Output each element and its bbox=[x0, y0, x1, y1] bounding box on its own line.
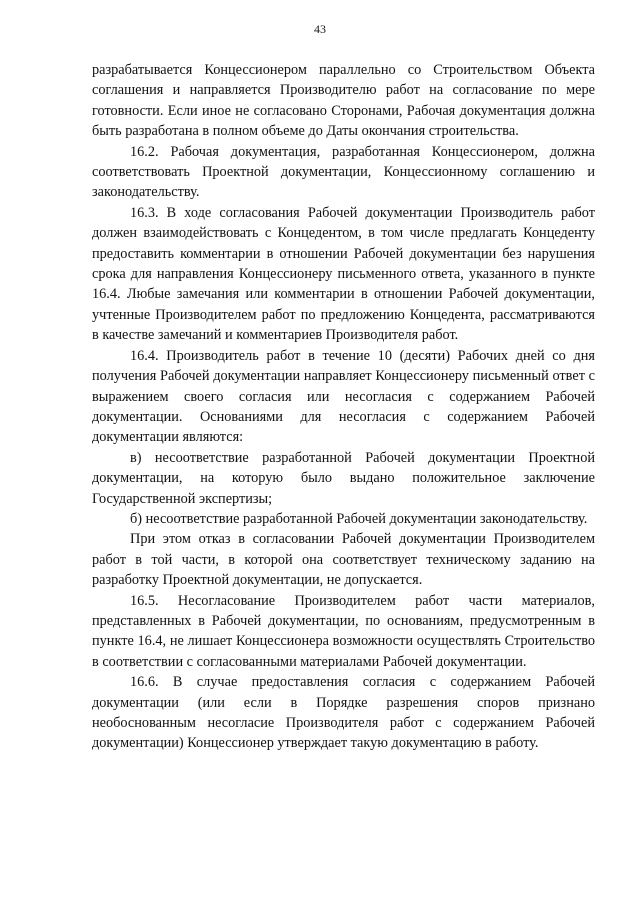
paragraph-16-5: 16.5. Несогласование Производителем работ части материалов, представленных в Рабочей документации, по основаниям, предусмотренным в пункте 16.4, не лишает Концессионера возможности осуществлять Строительство в соответствии с согласованными материалами Рабочей документации. bbox=[92, 592, 595, 670]
document-body bbox=[92, 60, 595, 754]
paragraph-16-6: 16.6. В случае предоставления согласия с содержанием Рабочей документации (или если в Порядке разрешения споров признано необоснованным несогласие Производителя работ с содержанием Рабочей документации) Концессионер утверждает такую документацию в работу. bbox=[92, 674, 595, 752]
paragraph-continuation: разрабатывается Концессионером параллельно со Строительством Объекта соглашения и направляется Производителю работ на согласование по мере готовности. Если иное не согласовано Сторонами, Рабочая документация должна быть разработана в полном объеме до Даты окончания строительства. bbox=[92, 62, 595, 140]
page-number: 43 bbox=[314, 22, 326, 36]
list-item-v: в) несоответствие разработанной Рабочей документации Проектной документации, на которую было выдано положительное заключение Государственной экспертизы; bbox=[92, 449, 595, 507]
paragraph-16-3: 16.3. В ходе согласования Рабочей документации Производитель работ должен взаимодействовать с Концедентом, в том числе предлагать Концеденту предоставить комментарии в отношении Рабочей документации без нарушения срока для направления Концессионеру письменного ответа, указанного в пункте 16.4. Любые замечания или комментарии в отношении Рабочей документации, учтенные Производителем работ по предложению Концедента, рассматриваются в качестве замечаний и комментариев Производителя работ. bbox=[92, 204, 595, 344]
list-item-b: б) несоответствие разработанной Рабочей документации законодательству. bbox=[130, 510, 588, 527]
paragraph-refusal-note: При этом отказ в согласовании Рабочей документации Производителем работ в той части, в которой она соответствует техническому заданию на разработку Проектной документации, не допускается. bbox=[92, 531, 595, 589]
paragraph-16-4: 16.4. Производитель работ в течение 10 (десяти) Рабочих дней со дня получения Рабочей документации направляет Концессионеру письменный ответ с выражением своего согласия или несогласия с содержанием Рабочей документации. Основаниями для несогласия с содержанием Рабочей документации являются: bbox=[92, 347, 595, 446]
paragraph-16-2: 16.2. Рабочая документация, разработанная Концессионером, должна соответствовать Проектной документации, Концессионному соглашению и законодательству. bbox=[92, 143, 595, 201]
